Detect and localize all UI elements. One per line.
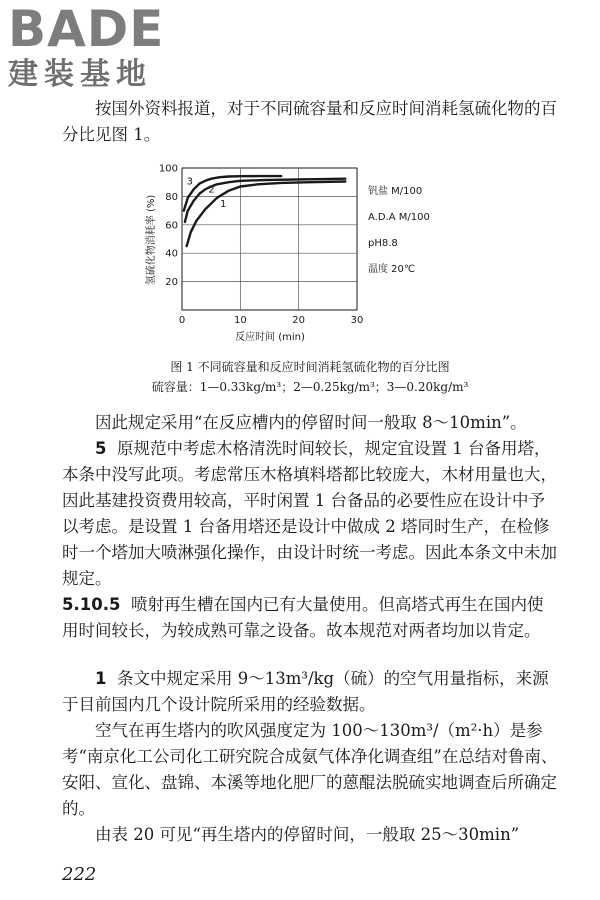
series-label-3: 3 [186, 176, 194, 188]
y-tick-label: 60 [165, 220, 178, 232]
y-tick-label: 80 [165, 191, 178, 203]
series-label-2: 2 [208, 184, 215, 196]
section-text: 喷射再生槽在国内已有大量使用。但高塔式再生在国内使用时间较长，为较成熟可靠之设备。故本规范对两者均加以肯定。 [62, 595, 544, 640]
series-label-1: 1 [220, 198, 227, 210]
annotation-ph: pH8.8 [368, 238, 398, 249]
annotation-temperature: 温度 20℃ [368, 264, 416, 275]
consumption-chart [140, 160, 480, 350]
paragraph-residence-time: 因此规定采用“在反应槽内的停留时间一般取 8～10min”。 [95, 413, 527, 432]
y-tick-label: 100 [158, 163, 178, 175]
paragraph-item-5 [62, 436, 558, 592]
item-1-text: 条文中规定采用 9～13m³/kg（硫）的空气用量指标，来源于目前国内几个设计院所采用的经验数据。 [62, 669, 549, 714]
figure-caption-title: 图 1 不同硫容量和反应时间消耗氢硫化物的百分比图 [170, 360, 450, 374]
y-tick-label: 20 [165, 277, 178, 289]
annotation-ada: A.D.A M/100 [368, 212, 430, 223]
annotation-vanadium: 钒盐 M/100 [368, 186, 423, 197]
x-axis-label: 反应时间 (min) [235, 332, 305, 343]
x-tick-label: 20 [292, 315, 306, 326]
logo-main-text: BADE [8, 0, 165, 58]
y-axis-label: 氢硫化物消耗率 (%) [146, 194, 157, 286]
paragraph-item-1 [62, 666, 558, 718]
logo [8, 2, 164, 92]
paragraph-air-intensity: 空气在再生塔内的吹风强度定为 100～130m³/（m²·h）是参考“南京化工公司化工研究院合成氨气体净化调查组”在总结对鲁南、安阳、宣化、盘锦、本溪等地化肥厂的蒽醌法脱硫实地调查后所确定的。 [62, 721, 558, 818]
figure-caption-sulfur-capacity: 硫容量：1—0.33kg/m³；2—0.25kg/m³；3—0.20kg/m³ [151, 380, 469, 394]
x-tick-label: 30 [350, 315, 364, 326]
page-number: 222 [62, 864, 97, 885]
intro-paragraph: 按国外资料报道，对于不同硫容量和反应时间消耗氢硫化物的百分比见图 1。 [62, 99, 557, 144]
paragraph-table-20: 由表 20 可见“再生塔内的停留时间，一般取 25～30min” [95, 825, 520, 844]
section-number: 5.10.5 [62, 595, 121, 614]
item-5-text: 原规范中考虑木格清洗时间较长，规定宜设置 1 台备用塔，本条中没写此项。考虑常压木格填料塔都比较庞大，木材用量也大，因此基建投资费用较高，平时闲置 1 台备品的必要性应在设计中予以考虑。是设置 1 台备用塔还是设计中做成 2 塔同时生产，在检修时一个塔加大喷淋强化操作，由设计时统一考虑。因此本条文中未加规定。 [62, 439, 557, 588]
logo-sub-text: 建装基地 [8, 57, 152, 92]
item-5-number: 5 [95, 439, 107, 458]
paragraph-section-5-10-5 [62, 592, 558, 644]
x-tick-label: 0 [178, 315, 186, 326]
item-1-number: 1 [95, 669, 107, 688]
y-tick-label: 40 [165, 248, 178, 260]
x-tick-label: 10 [233, 315, 247, 326]
